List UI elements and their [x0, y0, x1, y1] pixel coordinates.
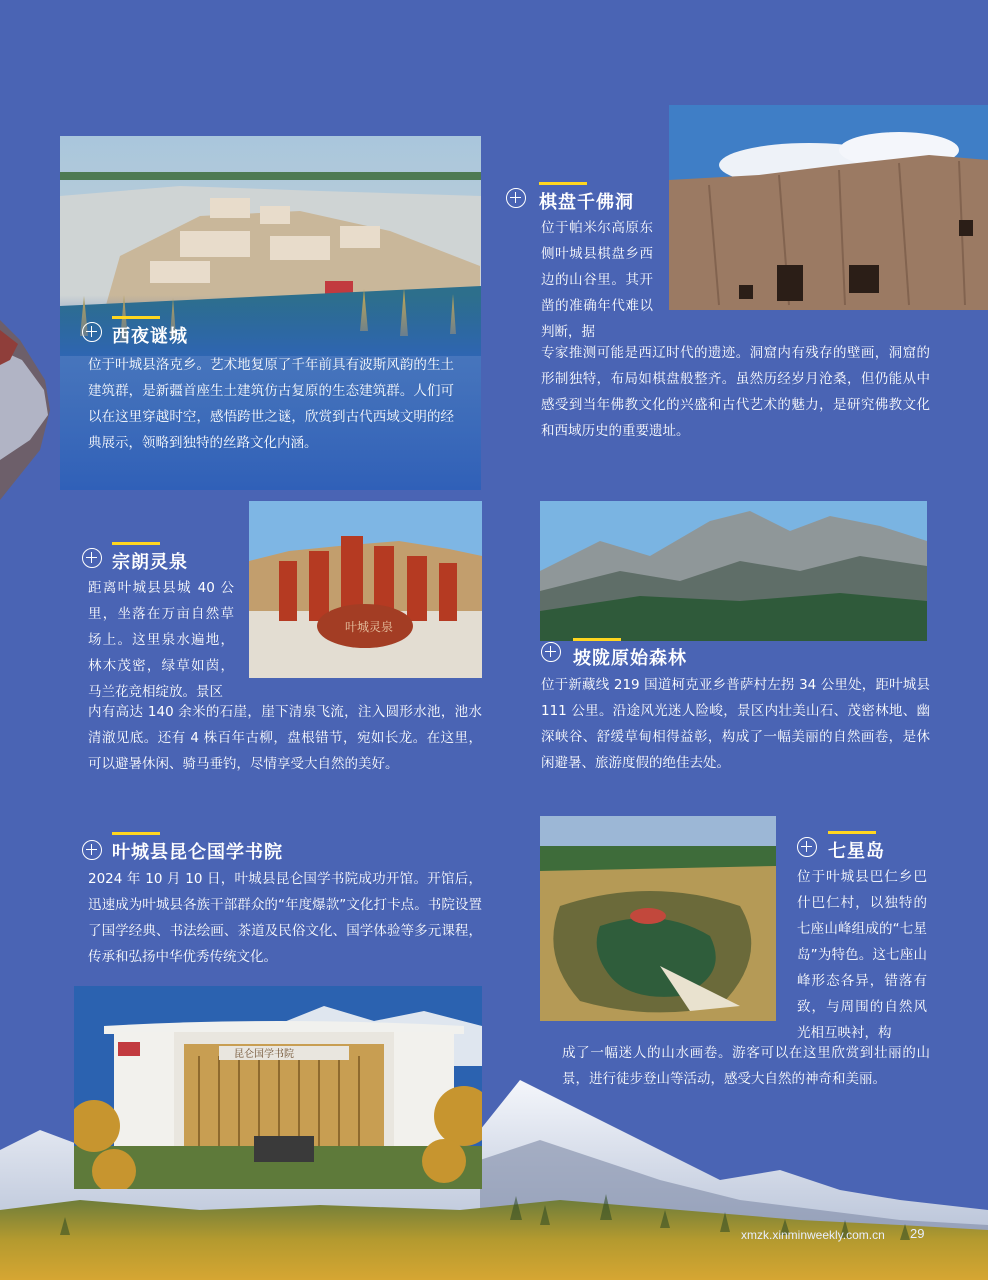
polong-title-bar — [573, 638, 621, 641]
polong-text: 位于新藏线 219 国道柯克亚乡普萨村左拐 34 公里处，距叶城县 111 公里。沿途风光迷人险峻，景区内壮美山石、茂密林地、幽深峡谷、舒缓草甸相得益彰，构成了一幅美丽的自然画卷，是休闲避暑、旅游度假的绝佳去处。 — [541, 677, 930, 771]
shuyuan-sign: 昆仑国学书院 — [234, 1049, 294, 1060]
footer-url: xmzk.xinminweekly.com.cn — [741, 1228, 885, 1242]
qixing-photo — [540, 816, 776, 1021]
zonglang-title: 宗朗灵泉 — [112, 548, 188, 574]
qipan-text-b: 专家推测可能是西辽时代的遗迹。洞窟内有残存的壁画，洞窟的形制独特，布局如棋盘般整齐。虽然历经岁月沧桑，但仍能从中感受到当年佛教文化的兴盛和古代艺术的魅力，是研究佛教文化和西域历史的重要遗址。 — [541, 345, 930, 439]
qixing-title-bar — [828, 831, 876, 834]
rock-inscription: 叶城灵泉 — [345, 620, 394, 634]
qipan-photo — [669, 105, 988, 310]
zonglang-title-bar — [112, 542, 160, 545]
zonglang-title-icon — [82, 548, 102, 568]
polong-photo — [540, 501, 927, 641]
xiye-title: 西夜谜城 — [112, 322, 188, 348]
qixing-text-a: 位于叶城县巴仁乡巴什巴仁村，以独特的七座山峰组成的“七星岛”为特色。这七座山峰形态各异，错落有致，与周围的自然风光相互映衬，构 — [797, 869, 927, 1041]
shuyuan-title: 叶城县昆仑国学书院 — [112, 838, 283, 864]
zonglang-text-b: 内有高达 140 余米的石崖，崖下清泉飞流，注入圆形水池，池水清澈见底。还有 4 株百年古柳，盘根错节，宛如长龙。在这里，可以避暑休闲、骑马垂钓，尽情享受大自然的美好。 — [88, 704, 482, 772]
page-number: 29 — [910, 1226, 925, 1241]
qipan-text-a: 位于帕米尔高原东侧叶城县棋盘乡西边的山谷里。其开凿的准确年代难以判断，据 — [541, 220, 653, 340]
qipan-title-bar — [539, 182, 587, 185]
qipan-title: 棋盘千佛洞 — [539, 188, 634, 214]
background-mountain-left — [0, 320, 50, 500]
xiye-title-bar — [112, 316, 160, 319]
qipan-title-icon — [506, 188, 526, 208]
xiye-text: 位于叶城县洛克乡。艺术地复原了千年前具有波斯风韵的生土建筑群，是新疆首座生土建筑仿古复原的生态建筑群。人们可以在这里穿越时空，感悟跨世之谜，欣赏到古代西域文明的经典展示，领略到独特的丝路文化内涵。 — [88, 357, 454, 451]
shuyuan-photo — [74, 986, 482, 1189]
shuyuan-title-icon — [82, 840, 102, 860]
qixing-title-icon — [797, 837, 817, 857]
qixing-text-b: 成了一幅迷人的山水画卷。游客可以在这里欣赏到壮丽的山景，进行徒步登山等活动，感受大自然的神奇和美丽。 — [562, 1045, 930, 1087]
zonglang-photo — [249, 501, 482, 678]
polong-title: 坡陇原始森林 — [573, 644, 687, 670]
xiye-title-icon — [82, 322, 102, 342]
polong-title-icon — [541, 642, 561, 662]
shuyuan-text: 2024 年 10 月 10 日，叶城县昆仑国学书院成功开馆。开馆后，迅速成为叶城县各族干部群众的“年度爆款”文化打卡点。书院设置了国学经典、书法绘画、茶道及民俗文化、国学体验等多元课程，传承和弘扬中华优秀传统文化。 — [88, 871, 482, 965]
qixing-title: 七星岛 — [828, 837, 885, 863]
zonglang-text-a: 距离叶城县县城 40 公里，坐落在万亩自然草场上。这里泉水遍地，林木茂密，绿草如茵，马兰花竞相绽放。景区 — [88, 580, 234, 700]
shuyuan-title-bar — [112, 832, 160, 835]
